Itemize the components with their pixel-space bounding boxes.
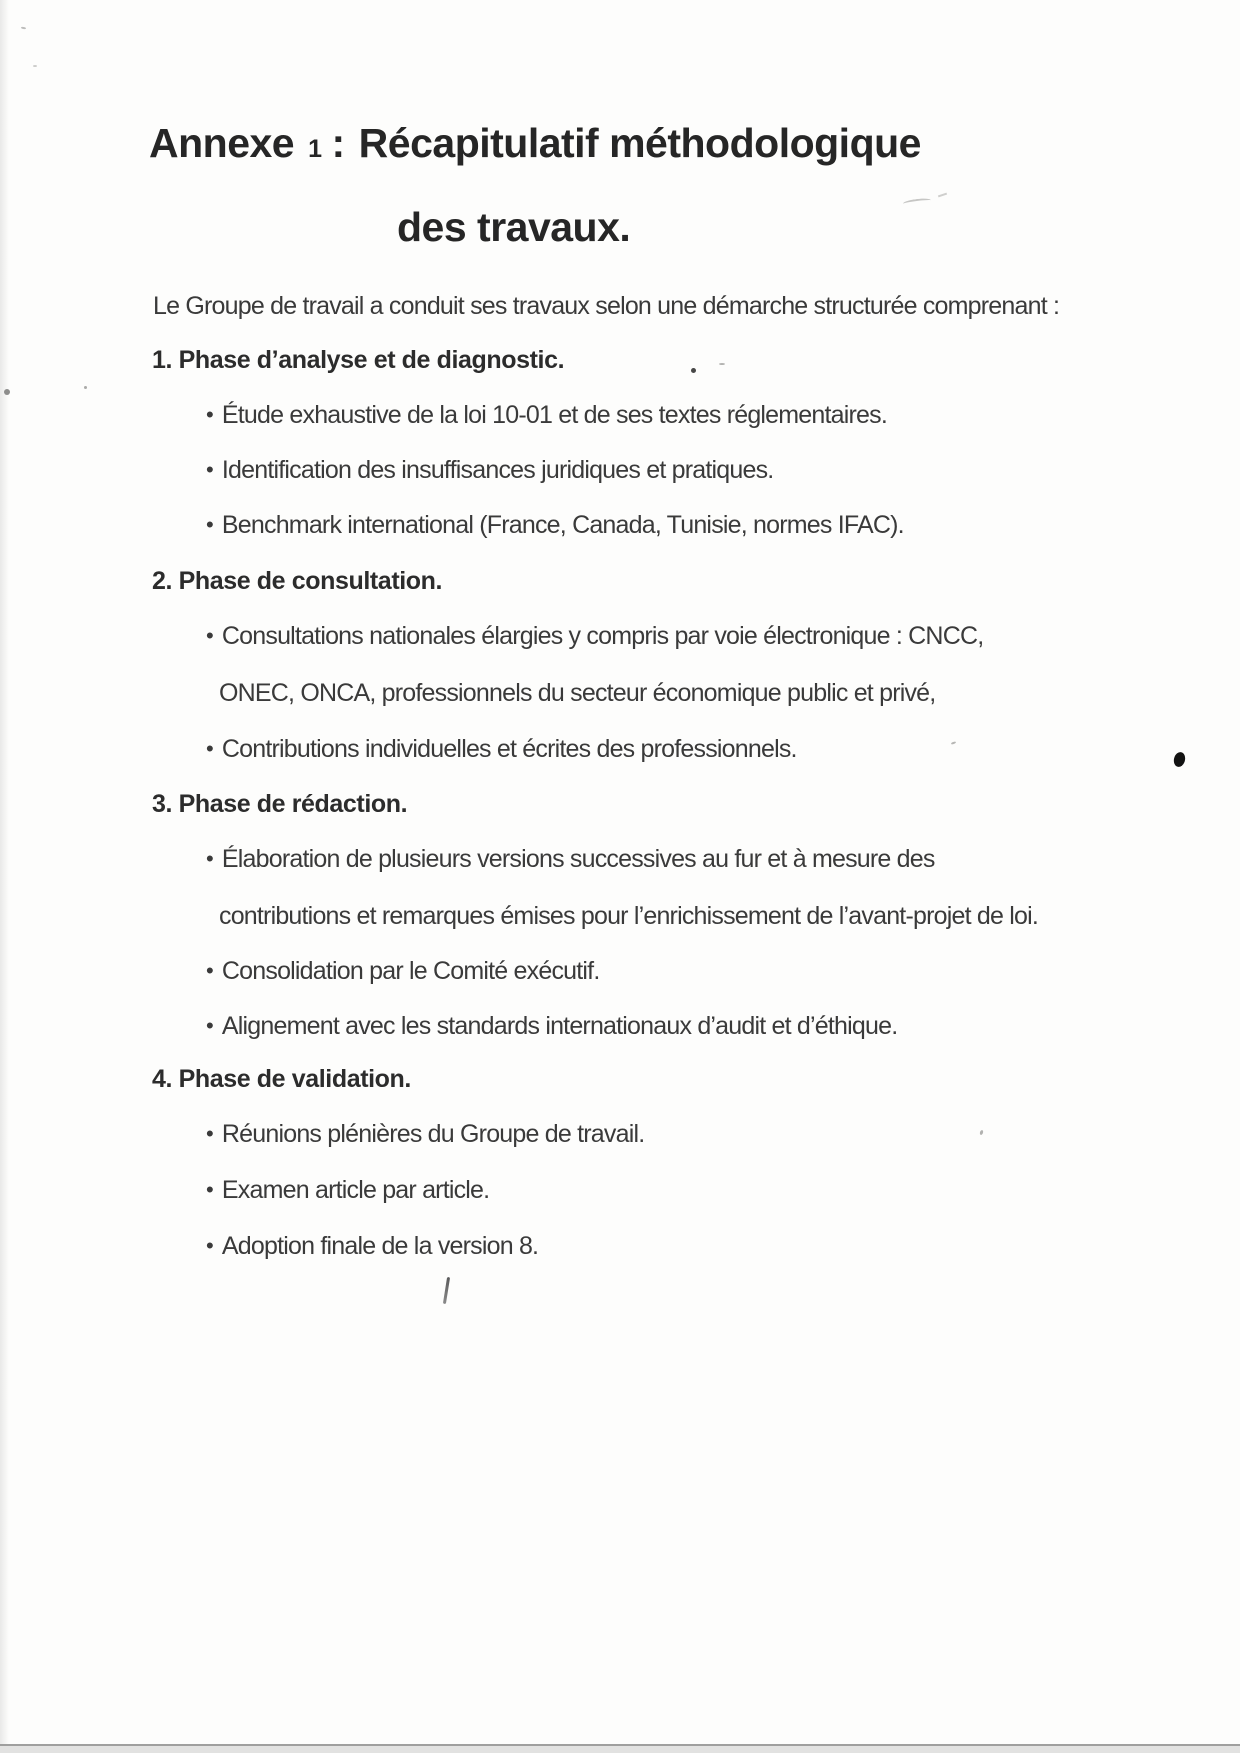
bullet-item xyxy=(206,735,797,764)
title-colon: : xyxy=(331,120,345,166)
bullet-icon: • xyxy=(206,512,213,537)
scan-speck xyxy=(21,27,26,30)
scan-speck xyxy=(84,386,87,389)
bullet-item xyxy=(206,1176,489,1205)
pencil-squiggle xyxy=(903,197,932,206)
bullet-text: Identification des insuffisances juridiques et pratiques. xyxy=(221,456,774,484)
bullet-item xyxy=(206,1232,538,1261)
scan-speck xyxy=(4,389,10,395)
bullet-item xyxy=(206,845,935,874)
bullet-item xyxy=(206,456,773,485)
section-2-heading: 2. Phase de consultation. xyxy=(152,567,443,595)
bullet-icon: • xyxy=(206,402,213,427)
bullet-text: Consolidation par le Comité exécutif. xyxy=(221,957,600,985)
section-3-heading: 3. Phase de rédaction. xyxy=(152,790,408,818)
scan-speck xyxy=(33,65,37,67)
bullet-item xyxy=(206,1120,644,1149)
bullet-text: Élaboration de plusieurs versions successives au fur et à mesure des xyxy=(221,845,935,873)
bullet-item xyxy=(206,511,904,540)
document-title-line1 xyxy=(149,120,921,167)
bullet-text: Alignement avec les standards internationaux d’audit et d’éthique. xyxy=(221,1012,898,1040)
bullet-icon: • xyxy=(206,623,213,648)
title-word: Annexe xyxy=(149,120,295,166)
scan-bottom-edge xyxy=(0,1746,1240,1753)
intro-text: Le Groupe de travail a conduit ses travaux selon une démarche structurée comprenant : xyxy=(153,292,1060,320)
bullet-icon: • xyxy=(206,1013,213,1038)
bullet-item xyxy=(206,957,599,986)
bullet-icon: • xyxy=(206,1121,213,1146)
scan-speck xyxy=(691,368,696,373)
bullet-icon: • xyxy=(206,846,213,871)
bullet-text: Contributions individuelles et écrites des professionnels. xyxy=(221,735,797,763)
bullet-text: Examen article par article. xyxy=(221,1176,490,1204)
pencil-squiggle xyxy=(938,193,947,198)
document-title-line2: des travaux. xyxy=(397,204,631,250)
ink-dot xyxy=(1172,751,1186,768)
bullet-text: Étude exhaustive de la loi 10-01 et de ses textes réglementaires. xyxy=(221,401,887,429)
bullet-text: Réunions plénières du Groupe de travail. xyxy=(221,1120,645,1148)
bullet-text: Consultations nationales élargies y compris par voie électronique : CNCC, xyxy=(221,622,984,650)
section-1-heading: 1. Phase d’analyse et de diagnostic. xyxy=(152,346,565,374)
bullet-icon: • xyxy=(206,1233,213,1258)
title-rest: Récapitulatif méthodologique xyxy=(358,120,921,166)
bullet-icon: • xyxy=(206,1177,213,1202)
bullet-icon: • xyxy=(206,457,213,482)
bullet-continuation: contributions et remarques émises pour l’enrichissement de l’avant-projet de loi. xyxy=(219,902,1038,930)
bullet-icon: • xyxy=(206,736,213,761)
scan-speck xyxy=(979,1130,983,1136)
bullet-continuation: ONEC, ONCA, professionnels du secteur économique public et privé, xyxy=(219,679,936,707)
pen-mark xyxy=(443,1277,450,1304)
scan-speck xyxy=(719,363,725,365)
section-4-heading: 4. Phase de validation. xyxy=(152,1065,411,1093)
bullet-text: Adoption finale de la version 8. xyxy=(221,1232,539,1260)
scan-speck xyxy=(951,741,956,745)
scan-left-edge xyxy=(0,0,9,1753)
bullet-item xyxy=(206,1012,897,1041)
bullet-icon: • xyxy=(206,958,213,983)
title-annex-number: 1 xyxy=(308,135,322,163)
bullet-text: Benchmark international (France, Canada, Tunisie, normes IFAC). xyxy=(221,511,904,539)
bullet-item xyxy=(206,401,887,430)
bullet-item xyxy=(206,622,983,651)
